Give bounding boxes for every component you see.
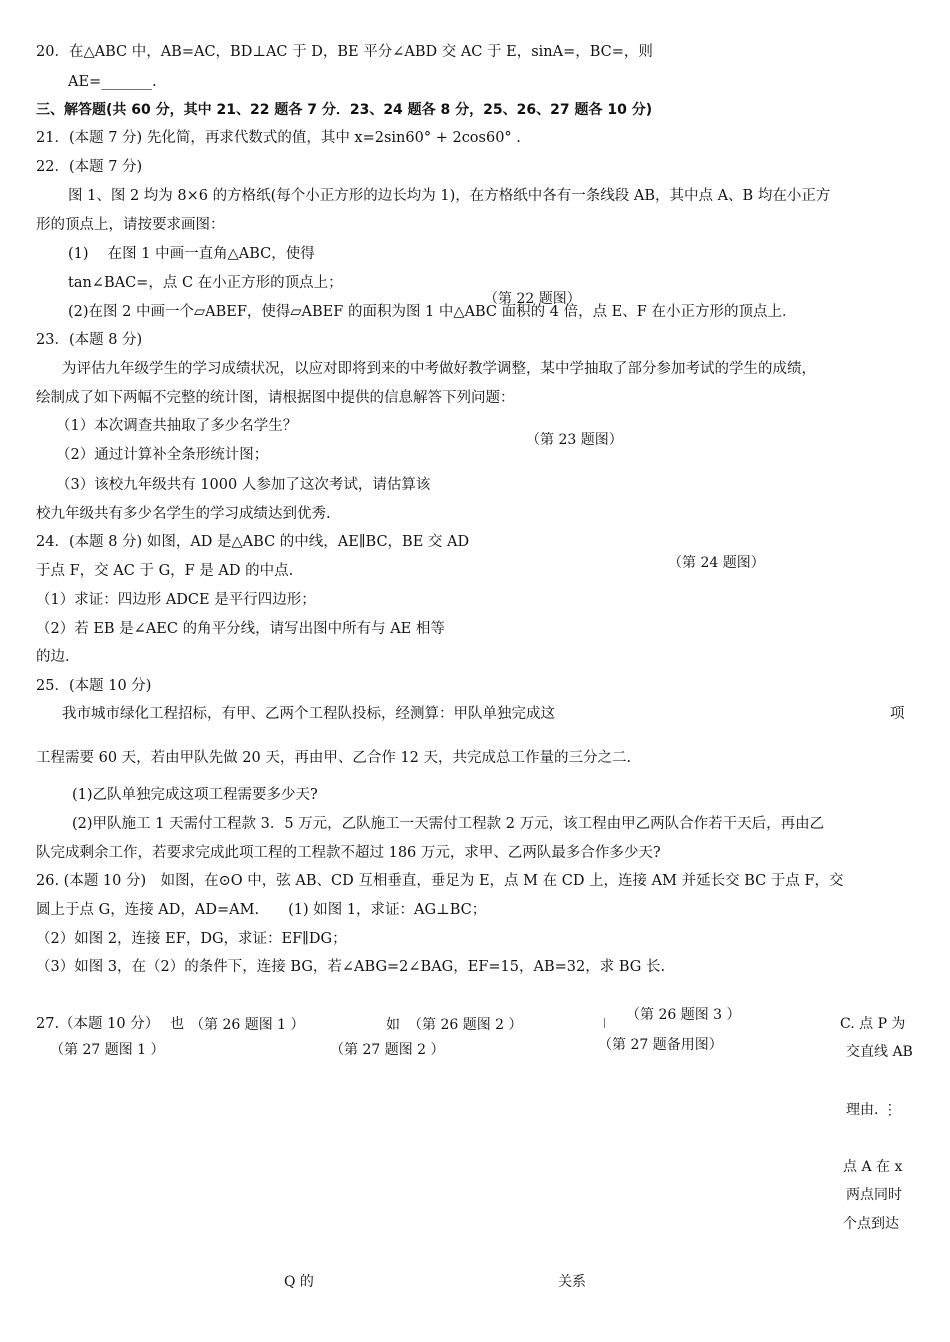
q22-figure-caption: （第 22 题图） — [484, 291, 581, 307]
q23-part-2: （2）通过计算补全条形统计图； — [56, 447, 269, 463]
q27-figure-1-caption: （第 27 题图 1 ） — [50, 1042, 165, 1058]
q26-figure-3-caption: （第 26 题图 3 ） — [626, 1007, 741, 1023]
q26-figure-2-caption: （第 26 题图 2 ） — [408, 1017, 523, 1033]
q25-intro-1-end: 项 — [890, 706, 905, 722]
q27-backup-figure-caption: （第 27 题备用图） — [598, 1037, 723, 1053]
q22-part-2: (2)在图 2 中画一个▱ABEF，使得▱ABEF 的面积为图 1 中△ABC 面积的 4 倍，点 E、F 在小正方形的顶点上． — [68, 304, 797, 320]
q25-part-2a: (2)甲队施工 1 天需付工程款 3．5 万元，乙队施工一天需付工程款 2 万元，该工程由甲乙两队合作若干天后，再由乙 — [72, 816, 825, 832]
q27-fragment-a: 也 — [170, 1016, 184, 1032]
q22-part-1b: tan∠BAC=，点 C 在小正方形的顶点上； — [68, 275, 343, 291]
q24-line-2: 于点 F，交 AC 于 G，F 是 AD 的中点. — [36, 563, 294, 579]
q22-intro-1: 图 1、图 2 均为 8×6 的方格纸(每个小正方形的边长均为 1)，在方格纸中各有一条线段 AB，其中点 A、B 均在小正方 — [68, 188, 831, 204]
q25-part-1: (1)乙队单独完成这项工程需要多少天? — [72, 787, 318, 803]
q23-intro-2: 绘制成了如下两幅不完整的统计图，请根据图中提供的信息解答下列问题： — [36, 390, 515, 406]
q24-figure-caption: （第 24 题图） — [668, 555, 765, 571]
q23-part-3b: 校九年级共有多少名学生的学习成绩达到优秀. — [36, 506, 331, 522]
q24-line-1: 24．(本题 8 分) 如图，AD 是△ABC 的中线，AE∥BC，BE 交 AD — [36, 534, 470, 550]
q23-header: 23．(本题 8 分) — [36, 332, 143, 348]
q23-intro-1: 为评估九年级学生的学习成绩状况，以应对即将到来的中考做好教学调整，某中学抽取了部分参加考试的学生的成绩， — [62, 361, 816, 377]
q27-fragment-d: 交直线 AB — [846, 1044, 913, 1060]
q27-fragment-j: 关系 — [558, 1274, 586, 1290]
q24-part-1: （1）求证：四边形 ADCE 是平行四边形； — [36, 592, 316, 608]
q27-fragment-b: 如 — [386, 1017, 400, 1033]
q23-part-3a: （3）该校九年级共有 1000 人参加了这次考试，请估算该 — [56, 477, 431, 493]
q25-intro-2: 工程需要 60 天，若由甲队先做 20 天，再由甲、乙合作 12 天，共完成总工作量的三分之二. — [36, 750, 632, 766]
q25-header: 25．(本题 10 分) — [36, 678, 152, 694]
section-3-heading: 三、解答题(共 60 分，其中 21、22 题各 7 分．23、24 题各 8 分，25、26、27 题各 10 分) — [36, 102, 653, 118]
q22-intro-2: 形的顶点上，请按要求画图： — [36, 217, 225, 233]
q21-line-1: 21．(本题 7 分) 先化简，再求代数式的值，其中 x=2sin60° + 2cos60° . — [36, 130, 521, 146]
q24-part-2b: 的边. — [36, 649, 70, 665]
q27-figure-2-caption: （第 27 题图 2 ） — [330, 1042, 445, 1058]
q26-line-4: （3）如图 3，在（2）的条件下，连接 BG，若∠ABG=2∠BAG，EF=15，AB=32，求 BG 长. — [36, 959, 666, 975]
divider-mark — [604, 1018, 605, 1028]
q23-part-1: （1）本次调查共抽取了多少名学生？ — [56, 418, 298, 434]
q26-line-3: （2）如图 2，连接 EF，DG，求证：EF∥DG； — [36, 931, 347, 947]
q26-figure-1-caption: （第 26 题图 1 ） — [190, 1017, 305, 1033]
q25-part-2b: 队完成剩余工作，若要求完成此项工程的工程款不超过 186 万元，求甲、乙两队最多合作多少天? — [36, 845, 661, 861]
q24-part-2a: （2）若 EB 是∠AEC 的角平分线，请写出图中所有与 AE 相等 — [36, 621, 445, 637]
q26-line-2: 圆上于点 G，连接 AD，AD=AM. (1) 如图 1，求证：AG⊥BC； — [36, 902, 487, 918]
q20-line-1: 20．在△ABC 中，AB=AC，BD⊥AC 于 D，BE 平分∠ABD 交 AC 于 E，sinA=，BC=，则 — [36, 44, 653, 60]
q27-fragment-c: C. 点 P 为 — [840, 1016, 906, 1032]
q22-part-1a: (1) 在图 1 中画一直角△ABC，使得 — [68, 246, 315, 262]
q25-intro-1: 我市城市绿化工程招标，有甲、乙两个工程队投标，经测算：甲队单独完成这 — [62, 706, 555, 722]
q27-fragment-e: 理由. ⋮ — [846, 1102, 897, 1118]
q23-figure-caption: （第 23 题图） — [526, 432, 623, 448]
q27-fragment-g: 两点同时 — [846, 1187, 902, 1203]
q22-header: 22．(本题 7 分) — [36, 159, 143, 175]
q27-fragment-f: 点 A 在 x — [843, 1159, 903, 1175]
q27-header: 27.（本题 10 分） — [36, 1016, 160, 1032]
q27-fragment-h: 个点到达 — [843, 1216, 899, 1232]
q27-fragment-i: Q 的 — [284, 1274, 314, 1290]
q20-line-2: AE=_______. — [68, 74, 157, 90]
q26-line-1: 26. (本题 10 分) 如图，在⊙O 中，弦 AB、CD 互相垂直，垂足为 E，点 M 在 CD 上，连接 AM 并延长交 BC 于点 F，交 — [36, 873, 844, 889]
